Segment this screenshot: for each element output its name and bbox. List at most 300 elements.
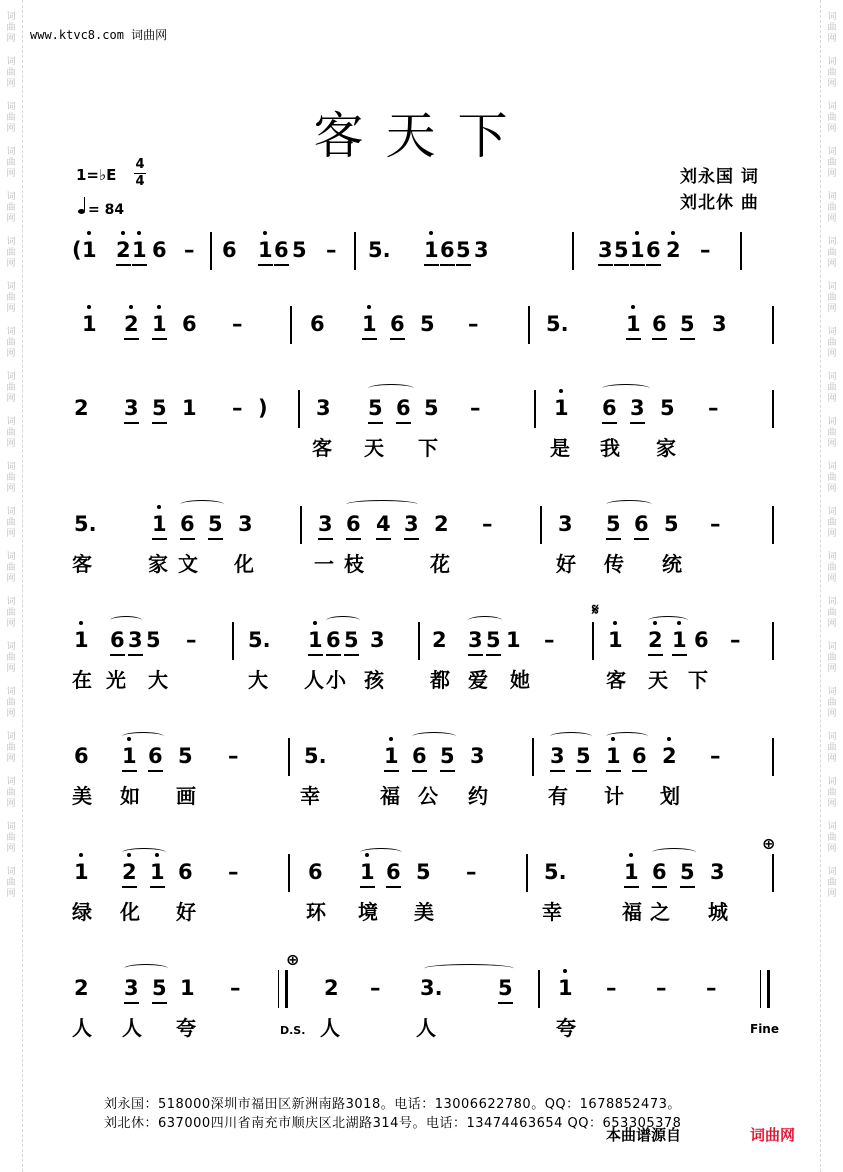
note: 5: [420, 312, 435, 336]
slur: [122, 848, 166, 857]
note: 6: [180, 512, 195, 540]
lyric-char: 环: [306, 900, 326, 924]
lyric-char: 画: [176, 784, 196, 808]
lyric-char: 幸: [542, 900, 562, 924]
dash-note: –: [710, 744, 721, 768]
note: 5: [292, 238, 307, 262]
lyric-char: 幸: [300, 784, 320, 808]
slur: [412, 732, 456, 741]
barline: [772, 506, 774, 544]
note: 1: [362, 312, 377, 340]
note: 6: [346, 512, 361, 540]
note: 5: [146, 628, 161, 652]
note: 5.: [544, 860, 567, 884]
note: 3.: [420, 976, 443, 1000]
watermark-text: 词 曲 网: [827, 777, 837, 809]
lyric-char: 美: [414, 900, 434, 924]
time-top: 4: [135, 157, 145, 172]
dash-note: –: [700, 238, 711, 262]
octave-dot: [629, 853, 633, 857]
lyrics-line: [72, 272, 780, 306]
watermark-text: 词 曲 网: [827, 417, 837, 449]
octave-dot: [671, 231, 675, 235]
note: 1: [626, 312, 641, 340]
watermark-text: 词 曲 网: [827, 192, 837, 224]
watermark-text: 词 曲 网: [827, 57, 837, 89]
lyric-char: 化: [234, 552, 254, 576]
note: 1: [558, 976, 573, 1000]
slur: [124, 964, 168, 973]
note: 5: [498, 976, 513, 1004]
lyric-char: 天: [364, 436, 384, 460]
slur: [326, 616, 360, 625]
watermark-text: 词 曲 网: [6, 57, 16, 89]
lyric-char: 人: [320, 1016, 340, 1040]
note: 1: [672, 628, 687, 656]
dash-note: –: [470, 396, 481, 420]
note: 3: [318, 512, 333, 540]
watermark-text: 词 曲 网: [827, 147, 837, 179]
note: 3: [404, 512, 419, 540]
note: 6: [178, 860, 193, 884]
notes-line: [72, 390, 780, 430]
brand-logo[interactable]: 词曲网: [750, 1126, 796, 1144]
note: 5: [456, 238, 471, 266]
lyric-char: 夸: [176, 1016, 196, 1040]
lyric-char: 家: [656, 436, 676, 460]
left-watermark-strip: [0, 0, 23, 1172]
note: 1: [182, 396, 197, 420]
octave-dot: [559, 389, 563, 393]
octave-dot: [367, 305, 371, 309]
lyric-char: 夸: [556, 1016, 576, 1040]
dash-note: –: [370, 976, 381, 1000]
lyric-char: 福: [380, 784, 400, 808]
composer-credit: 刘北休 曲: [680, 193, 759, 213]
source-label: 本曲谱源自: [606, 1126, 682, 1144]
watermark-text: 词 曲 网: [6, 417, 16, 449]
note: 6: [386, 860, 401, 888]
octave-dot: [87, 231, 91, 235]
octave-dot: [157, 505, 161, 509]
note: 6: [602, 396, 617, 424]
lyric-char: 人: [416, 1016, 436, 1040]
octave-dot: [667, 737, 671, 741]
lyric-char: 公: [418, 784, 438, 808]
lyric-char: 客: [312, 436, 332, 460]
watermark-text: 词 曲 网: [6, 822, 16, 854]
note: 5: [416, 860, 431, 884]
dash-note: –: [710, 512, 721, 536]
note: 2: [648, 628, 663, 656]
barline: [526, 854, 528, 892]
barline: [538, 970, 540, 1008]
watermark-text: 词 曲 网: [827, 597, 837, 629]
note: 3: [550, 744, 565, 772]
lyric-char: 爱: [468, 668, 488, 692]
note: 6: [440, 238, 455, 266]
barline: [288, 854, 290, 892]
watermark-text: 词 曲 网: [6, 147, 16, 179]
slur: [180, 500, 224, 509]
barline: [418, 622, 420, 660]
slur: [602, 384, 650, 393]
time-signature: [134, 158, 146, 189]
lyrics-line: [72, 894, 780, 928]
barline: [772, 622, 774, 660]
lyric-char: 传: [604, 552, 624, 576]
octave-dot: [157, 305, 161, 309]
note: 5: [344, 628, 359, 656]
watermark-text: 词 曲 网: [6, 552, 16, 584]
lyric-char: 下: [688, 668, 708, 692]
lyricist-contact: 刘永国：518000深圳市福田区新洲南路3018。电话：13006622780。QQ：1678852473。: [104, 1097, 681, 1112]
lyric-char: 客: [72, 552, 92, 576]
barline: [528, 306, 530, 344]
note: 3: [238, 512, 253, 536]
note: 3: [316, 396, 331, 420]
lyric-char: 家: [148, 552, 168, 576]
watermark-text: 词 曲 网: [827, 372, 837, 404]
note: 2: [116, 238, 131, 266]
note: 1: [624, 860, 639, 888]
lyric-char: 划: [660, 784, 680, 808]
note: 1: [608, 628, 623, 652]
note: 1: [82, 312, 97, 336]
lyric-char: 人: [304, 668, 324, 692]
notes-line: [72, 506, 780, 546]
note: 5: [208, 512, 223, 540]
note: 6: [694, 628, 709, 652]
note: 6: [326, 628, 341, 656]
barline: [354, 232, 356, 270]
note: 2: [666, 238, 681, 262]
lyrics-line: [72, 430, 780, 464]
octave-dot: [79, 621, 83, 625]
barline: [290, 306, 292, 344]
dash-note: –: [606, 976, 617, 1000]
note: 5: [606, 512, 621, 540]
composer-contact: 刘北休：637000四川省南充市顺庆区北湖路314号。电话：13474463654 QQ：653305378: [104, 1116, 682, 1131]
note: 3: [370, 628, 385, 652]
note: 6: [308, 860, 323, 884]
lyric-char: 之: [650, 900, 670, 924]
slur: [346, 500, 418, 509]
note: 6: [632, 744, 647, 772]
watermark-text: 词 曲 网: [6, 102, 16, 134]
note: 2: [124, 312, 139, 340]
score-row: [72, 600, 780, 696]
barline: [298, 390, 300, 428]
score-row: [72, 950, 780, 1044]
note: 6: [148, 744, 163, 772]
octave-dot: [313, 621, 317, 625]
watermark-text: 词 曲 网: [6, 462, 16, 494]
lyric-char: 境: [358, 900, 378, 924]
note: 6: [396, 396, 411, 424]
lyric-char: 在: [72, 668, 92, 692]
lyric-char: 绿: [72, 900, 92, 924]
time-bottom: 4: [135, 174, 145, 189]
lyric-char: 有: [548, 784, 568, 808]
score-row: [72, 834, 780, 928]
dash-note: –: [468, 312, 479, 336]
note: 6: [274, 238, 289, 266]
note: 3: [630, 396, 645, 424]
site-url[interactable]: www.ktvc8.com: [30, 28, 124, 42]
barline: [572, 232, 574, 270]
note: 1: [150, 860, 165, 888]
watermark-text: 词 曲 网: [827, 867, 837, 899]
note: 1: [152, 512, 167, 540]
notes-line: [72, 232, 780, 272]
note: 5.: [248, 628, 271, 652]
note: 5: [680, 860, 695, 888]
lyric-char: 她: [510, 668, 530, 692]
note: 1: [554, 396, 569, 420]
lyric-char: 小: [326, 668, 346, 692]
note: 6: [310, 312, 325, 336]
note: 1: [506, 628, 521, 652]
watermark-text: 词 曲 网: [827, 282, 837, 314]
watermark-text: 词 曲 网: [6, 687, 16, 719]
dash-note: –: [482, 512, 493, 536]
lyric-char: 花: [430, 552, 450, 576]
barline: [592, 622, 594, 660]
note: 1: [132, 238, 147, 266]
note: 2: [432, 628, 447, 652]
dash-note: –: [230, 976, 241, 1000]
quarter-note-icon: [78, 209, 85, 214]
note: 1: [606, 744, 621, 772]
note: 5.: [368, 238, 391, 262]
contact-footer: [104, 1095, 681, 1133]
notes-line: [72, 950, 780, 1010]
note: 5.: [74, 512, 97, 536]
watermark-text: 词 曲 网: [827, 102, 837, 134]
watermark-text: 词 曲 网: [6, 597, 16, 629]
lyric-char: 好: [176, 900, 196, 924]
watermark-text: 词 曲 网: [6, 372, 16, 404]
dash-note: –: [466, 860, 477, 884]
note: 1: [74, 860, 89, 884]
note: 5: [440, 744, 455, 772]
watermark-text: 词 曲 网: [6, 327, 16, 359]
right-watermark-strip: [820, 0, 843, 1172]
dash-note: –: [186, 628, 197, 652]
note: ): [258, 396, 268, 420]
coda-icon: ⊕: [762, 834, 776, 853]
tempo-marking: [78, 202, 124, 218]
note: 5: [152, 976, 167, 1004]
slur: [424, 964, 514, 973]
note: 3: [470, 744, 485, 768]
slur: [606, 500, 652, 509]
note: (: [72, 238, 82, 262]
lyric-char: 好: [556, 552, 576, 576]
octave-dot: [137, 231, 141, 235]
note: 6: [110, 628, 125, 656]
barline: [534, 390, 536, 428]
barline: [740, 232, 742, 270]
note: 2: [662, 744, 677, 768]
watermark-text: 词 曲 网: [827, 552, 837, 584]
watermark-text: 词 曲 网: [6, 507, 16, 539]
note: 3: [558, 512, 573, 536]
note: 2: [74, 976, 89, 1000]
segno-icon: 𝄋: [592, 600, 599, 619]
dash-note: –: [730, 628, 741, 652]
note: 1: [258, 238, 273, 266]
site-name[interactable]: 词曲网: [131, 28, 168, 42]
lyric-char: 天: [648, 668, 668, 692]
notes-line: [72, 600, 780, 662]
lyric-char: 我: [600, 436, 620, 460]
note: 1: [180, 976, 195, 1000]
octave-dot: [613, 621, 617, 625]
fine-mark: Fine: [750, 1022, 779, 1036]
note: 1: [424, 238, 439, 266]
barline: [210, 232, 212, 270]
note: 6: [652, 860, 667, 888]
slur: [360, 848, 402, 857]
lyric-char: 光: [106, 668, 126, 692]
slur: [648, 616, 688, 625]
note: 5.: [546, 312, 569, 336]
dash-note: –: [656, 976, 667, 1000]
note: 1: [630, 238, 645, 266]
double-barline: [278, 970, 288, 1008]
octave-dot: [129, 305, 133, 309]
score-row: [72, 506, 780, 580]
octave-dot: [121, 231, 125, 235]
note: 1: [360, 860, 375, 888]
barline: [532, 738, 534, 776]
note: 2: [122, 860, 137, 888]
slur: [122, 732, 164, 741]
barline: [232, 622, 234, 660]
note: 6: [652, 312, 667, 340]
watermark-text: 词 曲 网: [6, 192, 16, 224]
notes-line: [72, 738, 780, 778]
dash-note: –: [326, 238, 337, 262]
octave-dot: [79, 853, 83, 857]
watermark-text: 词 曲 网: [827, 822, 837, 854]
note: 3: [474, 238, 489, 262]
note: 1: [74, 628, 89, 652]
note: 5: [614, 238, 629, 266]
note: 6: [390, 312, 405, 340]
score-row: [72, 738, 780, 812]
lyric-char: 化: [120, 900, 140, 924]
note: 6: [412, 744, 427, 772]
note: 5: [424, 396, 439, 420]
barline: [300, 506, 302, 544]
barline: [772, 306, 774, 344]
note: 1: [384, 744, 399, 772]
score-row: [72, 390, 780, 464]
score-row: [72, 306, 780, 380]
watermark-text: 词 曲 网: [6, 12, 16, 44]
note: 6: [646, 238, 661, 266]
lyric-char: 文: [178, 552, 198, 576]
octave-dot: [429, 231, 433, 235]
lyrics-line: [72, 346, 780, 380]
barline: [772, 738, 774, 776]
dash-note: –: [544, 628, 555, 652]
watermark-text: 词 曲 网: [827, 462, 837, 494]
note: 2: [74, 396, 89, 420]
score-row: [72, 232, 780, 306]
note: 5: [576, 744, 591, 772]
barline: [772, 390, 774, 428]
note: 6: [182, 312, 197, 336]
note: 3: [710, 860, 725, 884]
octave-dot: [635, 231, 639, 235]
lyrics-line: [72, 662, 780, 696]
watermark-text: 词 曲 网: [6, 732, 16, 764]
site-header[interactable]: [30, 26, 167, 43]
note: 5: [664, 512, 679, 536]
note: 3: [598, 238, 613, 266]
note: 6: [634, 512, 649, 540]
note: 2: [434, 512, 449, 536]
dash-note: –: [228, 860, 239, 884]
note: 1: [82, 238, 97, 262]
note: 5: [368, 396, 383, 424]
double-barline: [760, 970, 770, 1008]
watermark-text: 词 曲 网: [6, 282, 16, 314]
note: 5: [486, 628, 501, 656]
song-title: 客天下: [313, 107, 530, 165]
lyric-char: 孩: [364, 668, 384, 692]
lyrics-line: [72, 778, 780, 812]
tempo-value: = 84: [88, 202, 125, 218]
note: 5: [152, 396, 167, 424]
watermark-text: 词 曲 网: [827, 12, 837, 44]
lyric-char: 城: [708, 900, 728, 924]
lyric-char: 下: [418, 436, 438, 460]
coda-icon: ⊕: [286, 950, 300, 969]
lyric-char: 如: [120, 784, 140, 808]
watermark-text: 词 曲 网: [827, 237, 837, 269]
lyric-char: 计: [604, 784, 624, 808]
dal-segno-mark: D.S.: [280, 1024, 306, 1037]
note: 4: [376, 512, 391, 540]
note: 5: [680, 312, 695, 340]
note: 5.: [304, 744, 327, 768]
notes-line: [72, 834, 780, 894]
slur: [606, 732, 648, 741]
slur: [368, 384, 414, 393]
note: 5: [660, 396, 675, 420]
octave-dot: [87, 305, 91, 309]
note: 3: [128, 628, 143, 656]
note: 3: [468, 628, 483, 656]
note: 1: [122, 744, 137, 772]
dash-note: –: [706, 976, 717, 1000]
watermark-text: 词 曲 网: [827, 327, 837, 359]
dash-note: –: [184, 238, 195, 262]
lyric-char: 约: [468, 784, 488, 808]
barline: [288, 738, 290, 776]
notes-line: [72, 306, 780, 346]
barline: [772, 854, 774, 892]
slur: [468, 616, 502, 625]
octave-dot: [263, 231, 267, 235]
lyrics-line: [72, 1010, 780, 1044]
note: 3: [124, 396, 139, 424]
